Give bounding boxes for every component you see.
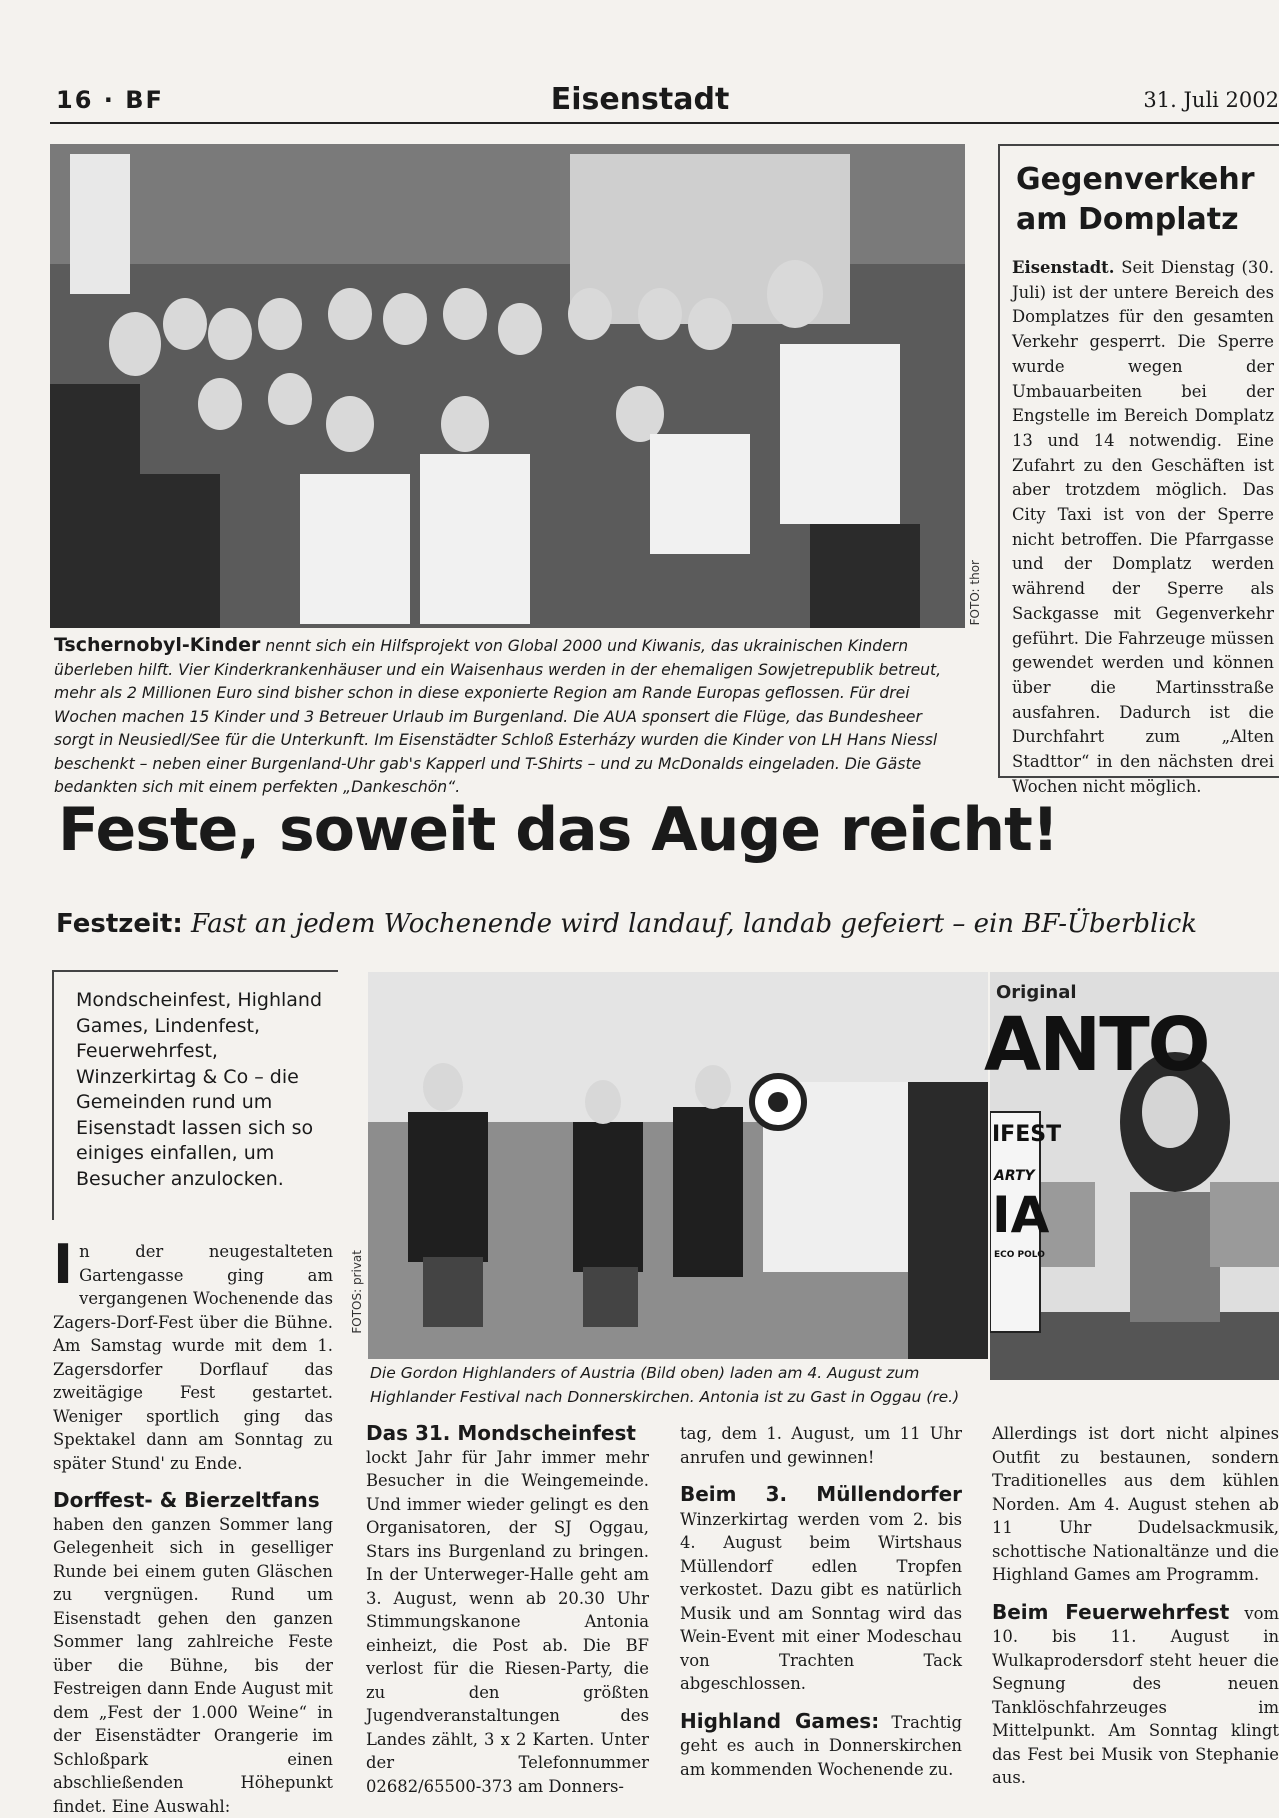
col4-subheading: Beim Feuerwehrfest bbox=[992, 1600, 1229, 1624]
section-title: Eisenstadt bbox=[520, 82, 760, 117]
highlanders-photo bbox=[368, 972, 988, 1359]
subhead-kicker: Festzeit: bbox=[56, 909, 183, 939]
poster-top-text: Original bbox=[996, 982, 1077, 1003]
col3-text3: Trachtig geht es auch in Donnerskirchen am kommenden Wochenende zu. bbox=[680, 1713, 962, 1779]
mid-photo-caption: Die Gordon Highlanders of Austria (Bild oben) laden am 4. August zum Highlander Festival nach Donnerskirchen. Antonia ist zu Gast in Oggau (re.) bbox=[370, 1362, 990, 1409]
article-subhead bbox=[56, 906, 1279, 942]
sidebar-lead: Eisenstadt. bbox=[1012, 258, 1114, 277]
sidebar-title: Gegenverkehr am Domplatz bbox=[1016, 160, 1278, 240]
poster-sign-fest: IFEST bbox=[992, 1122, 1061, 1147]
article-column-4 bbox=[992, 1422, 1279, 1790]
col2-text: lockt Jahr für Jahr immer mehr Besucher in die Weingemeinde. Und immer wieder gelingt es den Organisatoren, der SJ Oggau, Stars ins Burgenland zu bringen. In der Unterweger-Halle geht am 3. August, wenn ab 20.30 Uhr Stimmungskanone Antonia einheizt, die Post ab. Die BF verlost für die Riesen-Party, die zu den größten Jugendveranstaltungen des Landes zählt, 3 x 2 Karten. Unter der Telefonnummer 02682/65500-373 am Donners- bbox=[366, 1446, 649, 1799]
poster-name: ANTO bbox=[984, 1002, 1209, 1088]
sidebar-text bbox=[1012, 256, 1274, 799]
article-column-2 bbox=[366, 1422, 649, 1798]
poster-sign-small: ECO POLO bbox=[994, 1250, 1045, 1260]
article-column-3 bbox=[680, 1422, 962, 1781]
article-column-1 bbox=[53, 1240, 333, 1818]
mid-photo-credit: FOTOS: privat bbox=[350, 1250, 364, 1334]
article-intro: Mondscheinfest, Highland Games, Lindenfest, Feuerwehrfest, Winzerkirtag & Co – die Gemeinden rund um Eisenstadt lassen sich so einiges einfallen, um Besucher anzulocken. bbox=[76, 988, 326, 1192]
article-headline: Feste, soweit das Auge reicht! bbox=[58, 790, 1279, 870]
col1-subheading: Dorffest- & Bierzeltfans bbox=[53, 1489, 333, 1513]
col3-text2: Winzerkirtag werden vom 2. bis 4. August beim Wirtshaus Müllendorf edlen Tropfen verkostet. Dazu gibt es natürlich Musik und am Sonntag wird das Wein-Event mit einer Modeschau von Trachten Tack abgeschlossen. bbox=[680, 1510, 962, 1694]
poster-sign-party: ARTY bbox=[994, 1168, 1035, 1184]
col4-text2: vom 10. bis 11. August in Wulkaprodersdorf steht heuer die Segnung des neuen Tanklöschfahrzeuges im Mittelpunkt. Am Sonntag klingt das Fest bei Musik von Stephanie aus. bbox=[992, 1604, 1279, 1788]
header-rule bbox=[50, 122, 1279, 124]
issue-date: 31. Juli 2002 bbox=[1143, 88, 1279, 112]
antonia-poster-photo bbox=[990, 972, 1279, 1380]
col3-subheading-1: Beim 3. Müllendorfer bbox=[680, 1482, 962, 1506]
col2-subheading: Das 31. Mondscheinfest bbox=[366, 1422, 649, 1446]
dropcap-letter: I bbox=[53, 1240, 73, 1290]
col1-para1: n der neugestalteten Gartengasse ging am vergangenen Wochenende das Zagers-Dorf-Fest über die Bühne. Am Samstag wurde mit dem 1. Zagersdorfer Dorflauf das zweitägige Fest gestartet. Weniger sportlich ging das Spektakel dann am Sonntag zu später Stund' zu Ende. bbox=[53, 1242, 333, 1473]
col3-subheading-2: Highland Games: bbox=[680, 1709, 879, 1733]
poster-sign-letters: IA bbox=[992, 1186, 1049, 1244]
top-photo-caption bbox=[54, 634, 966, 800]
group-photo bbox=[50, 144, 965, 628]
caption-text: nennt sich ein Hilfsprojekt von Global 2000 und Kiwanis, das ukrainischen Kindern überleben hilft. Vier Kinderkrankenhäuser und ein Waisenhaus werden in der ehemaligen Sowjetrepublik betreut, mehr als 2 Millionen Euro sind bisher schon in diese exponierte Region am Rande Europas geflossen. Für drei Wochen machen 15 Kinder und 3 Betreuer Urlaub im Burgenland. Die AUA sponsert die Flüge, das Bundesheer sorgt in Neusiedl/See für die Unterkunft. Im Eisenstädter Schloß Esterházy wurden die Kinder von LH Hans Niessl beschenkt – neben einer Burgenland-Uhr gab's Kapperl und T-Shirts – und zu McDonalds eingeladen. Die Gäste bedankten sich mit einem perfekten „Dankeschön“. bbox=[54, 637, 941, 796]
page-number: 16 · BF bbox=[56, 86, 164, 114]
col4-text1: Allerdings ist dort nicht alpines Outfit zu bestaunen, sondern Traditionelles aus dem kühlen Norden. Am 4. August stehen ab 11 Uhr Dudelsackmusik, schottische Nationaltänze und die Highland Games am Programm. bbox=[992, 1422, 1279, 1587]
sidebar-body: Seit Dienstag (30. Juli) ist der untere Bereich des Domplatzes für den gesamten Verkehr gesperrt. Die Sperre wurde wegen der Umbauarbeiten bei der Engstelle im Bereich Domplatz 13 und 14 notwendig. Eine Zufahrt zu den Geschäften ist aber trotzdem möglich. Das City Taxi ist von der Sperre nicht betroffen. Die Pfarrgasse und der Domplatz werden während der Sperre als Sackgasse mit Gegenverkehr geführt. Die Fahrzeuge müssen gewendet werden und können über die Martinsstraße ausfahren. Dadurch ist die Durchfahrt zum „Alten Stadttor“ in den nächsten drei Wochen nicht möglich. bbox=[1012, 258, 1274, 796]
col1-para2: haben den ganzen Sommer lang Gelegenheit sich in geselliger Runde bei einem guten Gläschen zu vergnügen. Rund um Eisenstadt gehen den ganzen Sommer lang zahlreiche Feste über die Bühne, bis der Festreigen dann Ende August mit dem „Fest der 1.000 Weine“ in der Eisenstädter Orangerie im Schloßpark einen abschließenden Höhepunkt findet. Eine Auswahl: bbox=[53, 1513, 333, 1818]
caption-lead: Tschernobyl-Kinder bbox=[54, 634, 260, 656]
col3-text1: tag, dem 1. August, um 11 Uhr anrufen und gewinnen! bbox=[680, 1422, 962, 1469]
subhead-text: Fast an jedem Wochenende wird landauf, landab gefeiert – ein BF-Überblick bbox=[191, 909, 1197, 939]
top-photo-credit: FOTO: thor bbox=[968, 560, 982, 625]
